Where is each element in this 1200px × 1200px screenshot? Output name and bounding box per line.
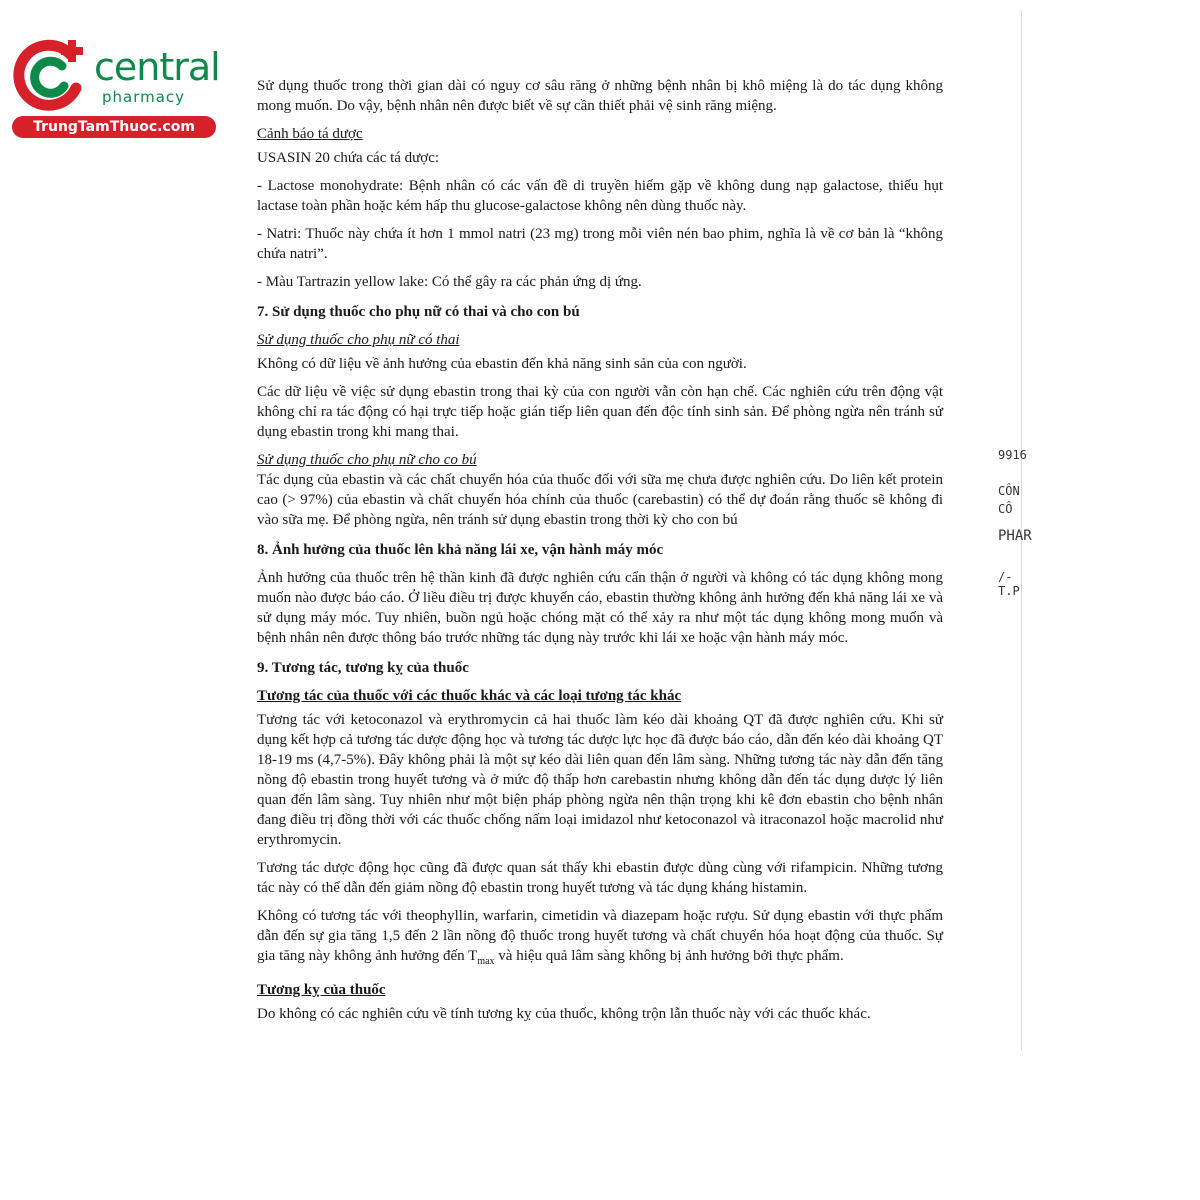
- interactions-subheading: Tương tác của thuốc với các thuốc khác và các loại tương tác khác: [257, 688, 682, 704]
- paragraph: Ảnh hưởng của thuốc trên hệ thần kinh đã được nghiên cứu cẩn thận ở người và không có tác dụng không mong muốn nào được báo cáo. Ở liều điều trị được khuyến cáo, ebastin thường không ảnh hưởng đến khả năng lái xe và sử dụng máy móc. Tuy nhiên, buồn ngủ hoặc chóng mặt có thể xảy ra như một tác dụng không mong muốn và bệnh nhân nên được thông báo trước những tác dụng này trước khi lái xe hoặc vận hành máy móc.: [257, 570, 943, 646]
- pregnancy-subheading: Sử dụng thuốc cho phụ nữ có thai: [257, 332, 460, 348]
- stamp-line-4: PHAR: [998, 528, 1032, 544]
- central-pharmacy-logo: [8, 36, 218, 136]
- paragraph: Các dữ liệu về việc sử dụng ebastin trong thai kỳ của con người vẫn còn hạn chế. Các nghiên cứu trên động vật không chỉ ra tác động có hại trực tiếp hoặc gián tiếp liên quan đến độc tính sinh sản. Để phòng ngừa nên tránh sử dụng ebastin trong khi mang thai.: [257, 384, 943, 440]
- paragraph: Do không có các nghiên cứu về tính tương kỵ của thuốc, không trộn lẫn thuốc này với các thuốc khác.: [257, 1006, 871, 1022]
- stamp-line-3: CÔ: [998, 502, 1013, 516]
- incompatibility-subheading: Tương kỵ của thuốc: [257, 982, 386, 998]
- paragraph: Tương tác dược động học cũng đã được quan sát thấy khi ebastin được dùng cùng với rifampicin. Những tương tác này có thể dẫn đến giảm nồng độ ebastin trong huyết tương và tác dụng kháng histamin.: [257, 860, 943, 896]
- paragraph: - Lactose monohydrate: Bệnh nhân có các vấn đề di truyền hiếm gặp về không dung nạp galactose, thiếu hụt lactase toàn phần hoặc kém hấp thu glucose-galactose không nên dùng thuốc này.: [257, 178, 943, 214]
- pharmacy-logo-icon: [12, 36, 94, 116]
- paragraph: Tác dụng của ebastin và các chất chuyển hóa của thuốc đối với sữa mẹ chưa được nghiên cứu. Do liên kết protein cao (> 97%) của ebastin và chất chuyển hóa chính của thuốc (carebastin) có thể dự đoán rằng thuốc sẽ không đi vào sữa mẹ. Để phòng ngừa, nên tránh sử dụng ebastin trong thời kỳ cho con bú: [257, 472, 943, 528]
- logo-brand-text: central: [94, 45, 220, 89]
- paragraph: - Natri: Thuốc này chứa ít hơn 1 mmol natri (23 mg) trong mỗi viên nén bao phim, nghĩa là về cơ bản là “không chứa natri”.: [257, 226, 943, 262]
- paragraph: Sử dụng thuốc trong thời gian dài có nguy cơ sâu răng ở những bệnh nhân bị khô miệng là do tác dụng không mong muốn. Do vậy, bệnh nhân nên được biết về sự cần thiết phải vệ sinh răng miệng.: [257, 78, 943, 114]
- section-9-heading: 9. Tương tác, tương kỵ của thuốc: [257, 660, 469, 676]
- excipient-warning-heading: Cảnh báo tá dược: [257, 126, 363, 142]
- logo-site-banner: TrungTamThuoc.com: [12, 116, 216, 138]
- section-7-heading: 7. Sử dụng thuốc cho phụ nữ có thai và cho con bú: [257, 304, 580, 320]
- text-run: Không có tương tác với theophyllin, warfarin, cimetidin và diazepam hoặc rượu. Sử dụng ebastin với thực phẩm dẫn đến sự gia tăng 1,5 đến 2 lần nồng độ thuốc trong huyết tương và chất chuyển hóa hoạt động của thuốc. Sự gia tăng này không ảnh hưởng đến T: [257, 908, 943, 964]
- paragraph: USASIN 20 chứa các tá dược:: [257, 150, 440, 166]
- document-body: [257, 76, 943, 1032]
- paragraph: - Màu Tartrazin yellow lake: Có thể gây ra các phản ứng dị ứng.: [257, 274, 642, 290]
- paragraph: Tương tác với ketoconazol và erythromycin cả hai thuốc làm kéo dài khoảng QT đã được nghiên cứu. Khi sử dụng kết hợp cả tương tác dược động học và tương tác dược lực học đã được báo cáo, dẫn đến kéo dài khoảng QT 18-19 ms (4,7-5%). Đây không phải là một sự kéo dài liên quan đến lâm sàng. Những tương tác này dẫn đến tăng nồng độ ebastin trong huyết tương và ở mức độ thấp hơn carebastin nhưng không dẫn đến tác dụng dược lý liên quan đến lâm sàng. Tuy nhiên như một biện pháp phòng ngừa nên thận trọng khi kê đơn ebastin cho bệnh nhân đang điều trị đồng thời với các thuốc chống nấm loại imidazol như ketoconazol và itraconazol hoặc macrolid như erythromycin.: [257, 712, 943, 848]
- partial-stamp: [990, 440, 1032, 598]
- logo-sub-text: pharmacy: [102, 88, 186, 106]
- breastfeeding-subheading: Sử dụng thuốc cho phụ nữ cho co bú: [257, 452, 477, 468]
- stamp-line-2: CÔN: [998, 484, 1020, 498]
- paragraph: [257, 906, 943, 972]
- text-run: và hiệu quả lâm sàng không bị ảnh hưởng bởi thực phẩm.: [494, 948, 844, 964]
- paragraph: Không có dữ liệu về ảnh hưởng của ebastin đến khả năng sinh sản của con người.: [257, 356, 747, 372]
- stamp-line-1: 9916: [998, 448, 1027, 462]
- stamp-line-5: /-T.P: [998, 570, 1020, 598]
- section-8-heading: 8. Ảnh hưởng của thuốc lên khả năng lái xe, vận hành máy móc: [257, 542, 664, 558]
- tmax-subscript: max: [477, 956, 495, 967]
